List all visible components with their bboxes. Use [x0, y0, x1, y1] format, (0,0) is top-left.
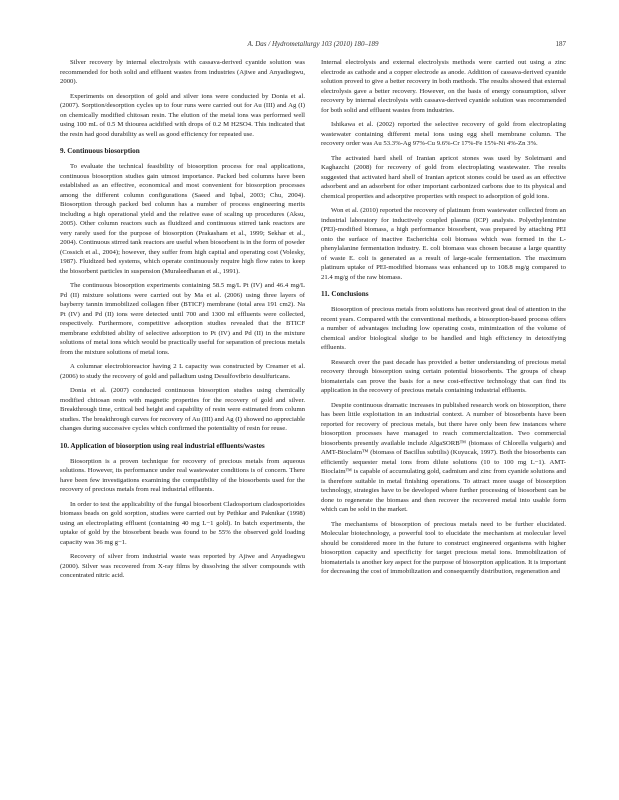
paragraph: A columnar electrobioreactor having 2 L capacity was constructed by Creamer et al. (2006) to study the recovery of gold and palladium using Desulfovibrio desulfuricans. [60, 363, 305, 380]
right-column [321, 58, 566, 582]
page-number: 187 [555, 40, 566, 48]
paragraph: Ishikawa et al. (2002) reported the selective recovery of gold from electroplating wastewater containing different metal ions using egg shell membrane column. The recovery order was Au 53.3%-Ag 97%-Cu 9.6%-Cr 17%-Fe 15%-Ni 4%-Zn 3%. [321, 121, 566, 147]
section-heading: 10. Application of biosorption using real industrial effluents/wastes [60, 441, 265, 450]
paragraph: Biosorption of precious metals from solutions has received great deal of attention in the recent years. Compared with the conventional methods, a biosorption-based process offers a number of advantages including low operating costs, minimization of the volume of chemical and/or biological sludge to be handled and high efficiency in detoxifying effluents. [321, 306, 566, 351]
paragraph: Internal electrolysis and external electrolysis methods were carried out using a zinc electrode as cathode and a copper electrode as anode. Addition of cassava-derived cyanide solution proved to give a better recovery in both methods. The results showed that external electrolysis gave a better recovery. However, on the basis of energy consumption, silver recovery by internal electrolysis with cassava-derived cyanide solution was recommended for both solid and effluent wastes from industries. [321, 59, 566, 114]
paragraph: Research over the past decade has provided a better understanding of precious metal recovery through biosorption using certain potential biosorbents. The groups of cheap biomaterials can prove the basis for a new cost-effective technology that can find its application in the recovery of precious metals containing industrial effluents. [321, 358, 566, 394]
running-header: A. Das / Hydrometallurgy 103 (2010) 180–189 [247, 40, 379, 48]
section-heading: 9. Continuous biosorption [60, 147, 140, 155]
paragraph: The mechanisms of biosorption of precious metals need to be further elucidated. Molecular biotechnology, a powerful tool to elucidate the mechanism at molecular level should be considered more in the future to construct engineered organisms with higher biosorption capacity and specificity for target precious metal ions. Immobilization of biomaterials is another key aspect for the purpose of biosorption application. It is important for decreasing the cost of immobilization and consequently distribution, regeneration and [321, 520, 566, 575]
paragraph: The continuous biosorption experiments containing 58.5 mg/L Pt (IV) and 46.4 mg/L Pd (II) mixture solutions were carried out by Ma et al. (2006) using three layers of bayberry tannin immobilized collagen fiber (BTICF) membrane (total area 191 cm2). Na Pt (IV) and Pd (II) ions were detected until 700 and 1300 ml effluents were collected, respectively. Furthermore, competitive adsorption studies revealed that the BTICF membrane exhibited ability of selective adsorption to Pt (IV) and Pd (II) in the mixture solutions of metal ions which would be practically useful for separation of precious metals from the mixture solutions of metal ions. [60, 282, 305, 356]
paragraph: In order to test the applicability of the fungal biosorbent Cladosporium cladosporioides biomass beads on gold sorption, studies were carried out by Pethkar and Paknikar (1998) using an electroplating effluent (containing 40 mg L−1 gold). In batch experiments, the uptake of gold by the biosorbent beads was found to be 55% the observed gold loading capacity was 36 mg g−1. [60, 500, 305, 546]
paragraph: The activated hard shell of Iranian apricot stones was used by Soleimani and Kaghazchi (2008) for recovery of gold from electroplating wastewater. The results suggested that activated hard shell of Iranian apricot stones could be used as an effective adsorbent and an adsorbent for other important carbonized carbons due to its physical and chemical properties and adsorptive properties with respect to adsorption of gold ions. [321, 154, 566, 200]
paragraph: Won et al. (2010) reported the recovery of platinum from wastewater collected from an industrial laboratory for inductively coupled plasma (ICP) analysis. Polyethylenimine (PEI)-modified biomass, a high performance biosorbent, was prepared by attaching PEI onto the surface of inactive Escherichia coli biomass which was formed in the L-phenylalanine fermentation industry. E. coli biomass was chosen because a large quantity of waste E. coli is generated as a result of large-scale fermentation. The maximum platinum uptake of PEI-modified biomass was enhanced up to 108.8 mg/g compared to 21.4 mg/g of the raw biomass. [321, 207, 566, 281]
paragraph: Silver recovery by internal electrolysis with cassava-derived cyanide solution was recommended for both solid and effluent wastes from industries (Ajiwe and Anyadiegwu, 2000). [60, 59, 305, 85]
left-column [60, 58, 305, 586]
section-heading: 11. Conclusions [321, 290, 369, 298]
paragraph: Biosorption is a proven technique for recovery of precious metals from aqueous solutions. However, its performance under real wastewater conditions is of concern. There have been few investigations examining the compatibility of the biosorbents used for the recovery of precious metals from real industrial effluents. [60, 457, 305, 493]
paragraph: Donia et al. (2007) conducted continuous biosorption studies using chemically modified chitosan resin with magnetic properties for the recovery of gold and silver. Breakthrough time, critical bed height and capability of resin were estimated from column studies. The breakthrough curves for recovery of Au (III) and Ag (I) showed no appreciable changes during successive cycles which confirmed the potentiality of resin for reuse. [60, 387, 305, 432]
paragraph: To evaluate the technical feasibility of biosorption process for real applications, continuous biosorption studies gain utmost importance. Packed bed columns have been established as an effective, economical and most convenient for biosorption processes among the different column configurations (Saeed and Iqbal, 2003; Chu, 2004). Biosorption through packed bed column has a number of process engineering merits including a high operational yield and the relative ease of scaling up procedures (Aksu, 2005). Other column reactors such as fluidized and continuous stirred tank reactors are very rarely used for the purpose of biosorption (Prakasham et al., 1999; Sekhar et al., 2004). Continuous stirred tank reactors are useful when biosorbent is in the form of powder (Cossich et al., 2004); however, they suffer from high capital and operating cost (Volesky, 1987). Fluidized bed systems, which operate continuously require high flow rates to keep the biosorbent particles in suspension (Muraleedharan et al., 1991). [60, 163, 305, 275]
paragraph: Recovery of silver from industrial waste was reported by Ajiwe and Anyadiegwu (2000). Silver was recovered from X-ray films by dissolving the silver compounds with concentrated nitric acid. [60, 553, 305, 579]
paragraph: Experiments on desorption of gold and silver ions were conducted by Donia et al. (2007). Sorption/desorption cycles up to four runs were carried out for Au (III) and Ag (I) on chemically modified chitosan resin. The elution of the metal ions was performed well using 100 mL of 0.5 M thiourea acidified with drops of 0.2 M H2SO4. This indicated that the resin had good durability as well as good efficiency for repeated use. [60, 92, 305, 138]
paragraph: Despite continuous dramatic increases in published research work on biosorption, there has been little exploitation in an industrial context. A number of biosorbents have been reported for recovery of precious metals, but there have only been few instances where biosorption processes have managed to reach commercialization. Two commercial biosorbents presently available include AlgaSORB™ (biomass of Chlorella vulgaris) and AMT-Bioclaim™ (biomass of Bacillus subtilis) (Kuyucak, 1997). Both the biosorbents can efficiently sequester metal ions from dilute solutions (10 to 100 mg L−1). AMT-Bioclaim™ is capable of accumulating gold, cadmium and zinc from cyanide solutions and is therefore suitable in metal finishing operations. To attract more usage of biosorption technology, strategies have to be developed where further processing of biosorbent can be done to regenerate the biomass and then recover the recovered metal into usable form which can be sold in the market. [321, 401, 566, 513]
